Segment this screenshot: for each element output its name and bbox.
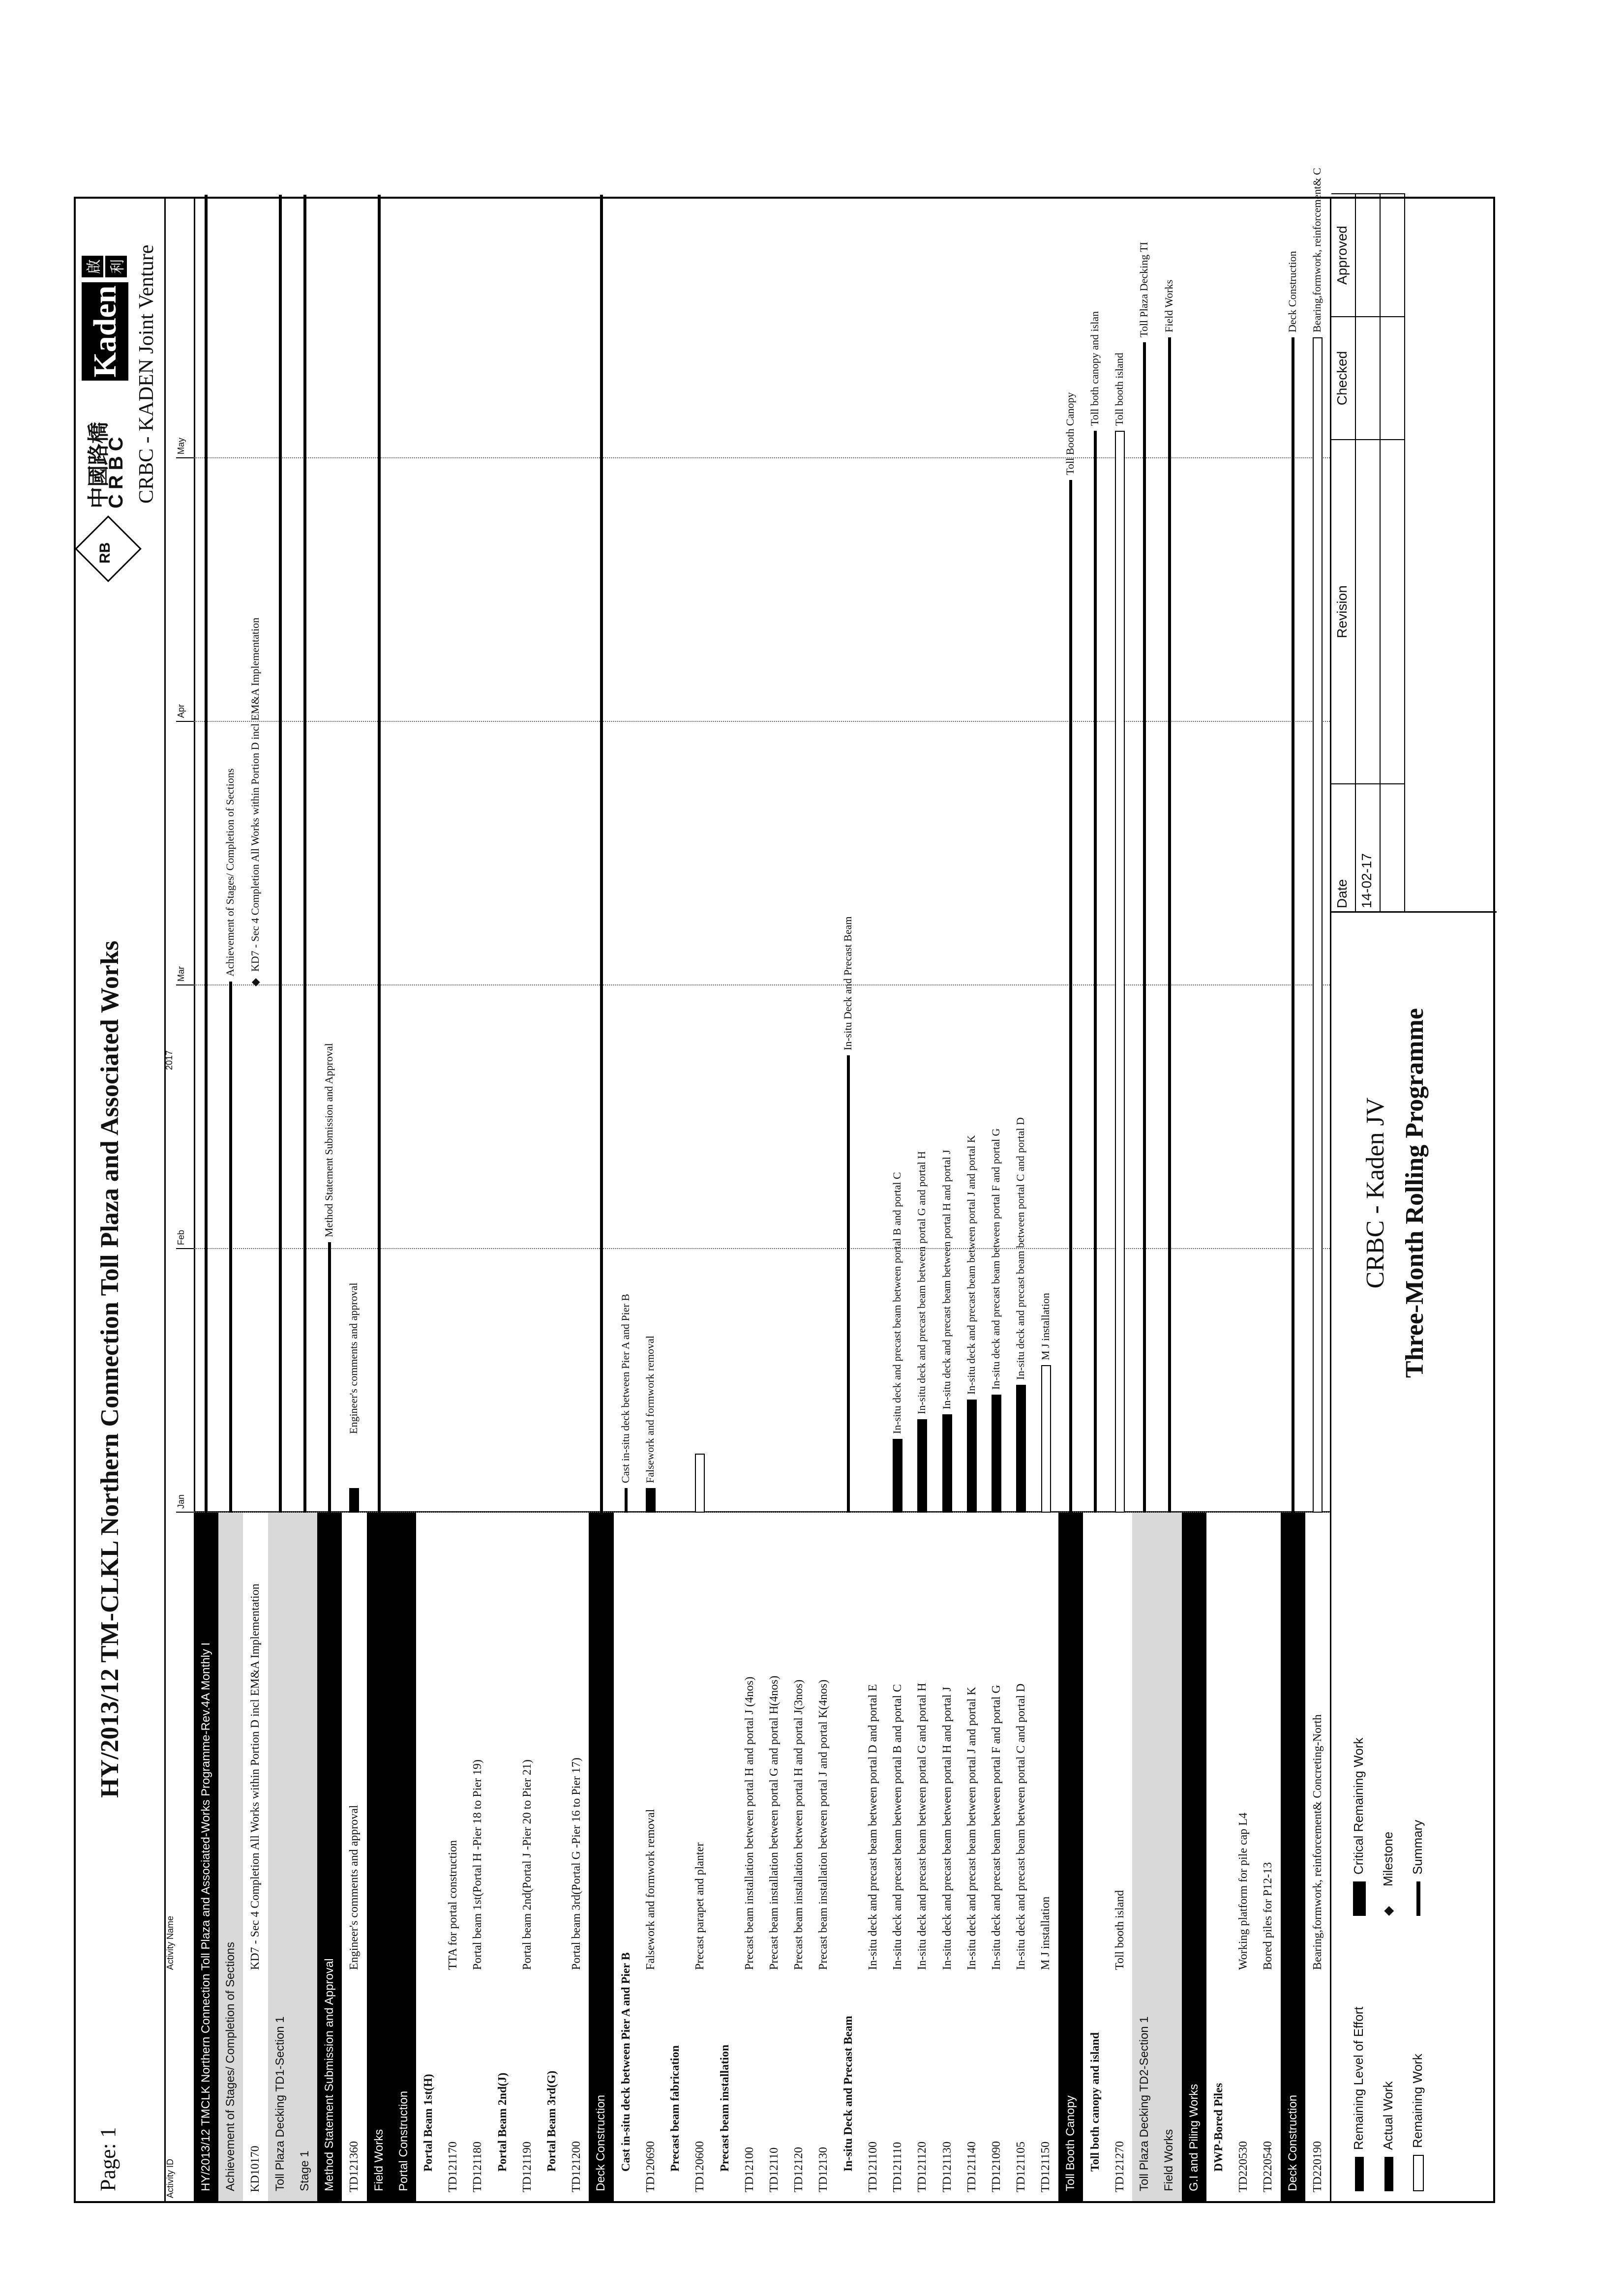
gantt-bar xyxy=(1094,431,1097,1513)
activity-row xyxy=(1033,199,1058,2201)
legend-summary xyxy=(1410,1820,1425,1916)
legend-swatch-critical xyxy=(1353,1881,1366,1916)
activity-name: Stage 1 xyxy=(298,2150,311,2191)
activity-name: Deck Construction xyxy=(1286,2094,1299,2191)
activity-id: TD121170 xyxy=(447,2141,460,2192)
legend-label: Actual Work xyxy=(1381,2081,1395,2150)
activity-row xyxy=(614,199,638,2201)
activity-row xyxy=(540,199,564,2201)
bar-label: M J installation xyxy=(1039,1293,1052,1360)
gantt-bar xyxy=(600,195,603,1513)
activity-name: Portal Beam 3rd(G) xyxy=(545,2070,559,2172)
activity-name: In-situ deck and precast beam between portal F and portal G xyxy=(990,1685,1003,1970)
activity-name: DWP-Bored Piles xyxy=(1212,2083,1225,2172)
gantt-bar xyxy=(1069,480,1072,1513)
activity-name: Toll both canopy and island xyxy=(1088,2032,1102,2172)
activity-row xyxy=(861,199,885,2201)
activity-row xyxy=(1157,1513,1181,2201)
activity-id: KD10170 xyxy=(249,2146,262,2192)
document-title: HY/2013/12 TM-CLKL Northern Connection Toll Plaza and Associated Works xyxy=(96,940,124,1798)
revision-header: Revision xyxy=(1331,439,1356,783)
activity-id: TD12100 xyxy=(743,2147,756,2192)
approved-cell xyxy=(1381,193,1405,316)
activity-name: KD7 - Sec 4 Completion All Works within Portion D incl EM&A Implementation xyxy=(249,1583,262,1970)
checked-header: Checked xyxy=(1331,316,1356,439)
activity-row xyxy=(367,1513,391,2201)
activity-row xyxy=(638,199,663,2201)
legend-remaining-effort xyxy=(1351,2007,1366,2191)
activity-name: Precast beam installation xyxy=(718,2044,731,2172)
legend-label: Remaining Level of Effort xyxy=(1351,2006,1366,2150)
programme-title: Three-Month Rolling Programme xyxy=(1401,1008,1429,1378)
activity-name: Toll Plaza Decking TD2-Section 1 xyxy=(1138,2016,1151,2191)
activity-id: TD121120 xyxy=(916,2141,929,2192)
date-header: Date xyxy=(1331,783,1356,911)
activity-name: M J installation xyxy=(1039,1896,1053,1970)
bar-label: Cast in-situ deck between Pier A and Pier B xyxy=(619,1294,632,1483)
activity-name: In-situ deck and precast beam between portal B and portal C xyxy=(891,1684,904,1970)
activity-name: Cast in-situ deck between Pier A and Pier B xyxy=(619,1952,632,2172)
bar-label: Toll booth island xyxy=(1113,353,1126,426)
activity-name: Precast beam installation between portal H and portal J(3nos) xyxy=(792,1679,806,1970)
activity-row xyxy=(663,199,688,2201)
activity-name: Portal Beam 2nd(J) xyxy=(496,2072,509,2172)
activity-id: TD12130 xyxy=(817,2147,830,2192)
gantt-bar xyxy=(893,1439,902,1513)
bar-label: Field Works xyxy=(1162,279,1175,332)
gantt-bar xyxy=(349,1488,359,1513)
month-header xyxy=(176,195,194,1513)
activity-row xyxy=(293,1513,317,2201)
activity-id: TD120600 xyxy=(693,2141,707,2192)
activity-id: TD121180 xyxy=(471,2141,484,2192)
activity-row xyxy=(589,1513,613,2201)
activity-id: TD220190 xyxy=(1311,2141,1324,2192)
joint-venture-name: CRBC - KADEN Joint Venture xyxy=(135,244,158,504)
activity-id: TD120690 xyxy=(644,2141,657,2192)
activity-row xyxy=(1132,1513,1157,2201)
gantt-bar xyxy=(646,1488,656,1513)
gantt-body xyxy=(194,168,1330,2201)
activity-row xyxy=(811,199,836,2201)
gantt-bar xyxy=(1313,337,1323,1513)
activity-row xyxy=(1256,199,1280,2201)
activity-name: In-situ deck and precast beam between portal D and portal E xyxy=(866,1684,879,1970)
activity-name: Bearing,formwork, reinforcement& Concreting-North xyxy=(1311,1714,1324,1970)
gantt-bar xyxy=(992,1395,1001,1513)
bar-label: Achievement of Stages/ Completion of Sections xyxy=(224,768,237,977)
gantt-bar xyxy=(625,1488,628,1513)
activity-name: In-situ deck and precast beam between portal H and portal J xyxy=(940,1687,954,1970)
revision-cell xyxy=(1381,439,1405,783)
activity-name: Field Works xyxy=(372,2129,386,2191)
activity-name: Falsework and formwork removal xyxy=(644,1809,657,1970)
gantt-page xyxy=(74,168,1495,2203)
milestone-diamond-icon: ◆ xyxy=(1381,1906,1395,1916)
activity-name: Deck Construction xyxy=(594,2094,608,2191)
activity-id-header: Activity ID xyxy=(165,2158,175,2198)
gantt-bar xyxy=(378,195,381,1513)
activity-id: TD121110 xyxy=(891,2142,904,2192)
date-cell xyxy=(1381,783,1405,911)
gantt-bar xyxy=(967,1400,977,1513)
legend-label: Milestone xyxy=(1381,1831,1395,1886)
activity-name: G.I and Piling Works xyxy=(1187,2084,1201,2191)
activity-name: Working platform for pile cap L4 xyxy=(1237,1813,1250,1970)
logo-crbc: CRBC xyxy=(105,432,127,508)
activity-name: In-situ deck and precast beam between portal J and portal K xyxy=(965,1687,978,1970)
activity-name: Portal beam 1st(Portal H -Pier 18 to Pier 19) xyxy=(471,1759,484,1970)
activity-id: TD121190 xyxy=(520,2141,534,2192)
activity-id: TD220540 xyxy=(1262,2141,1275,2192)
logo-box-2: 利 xyxy=(105,256,127,277)
bar-label: In-situ deck and precast beam between portal G and portal H xyxy=(915,1151,928,1414)
bar-label: Deck Construction xyxy=(1286,251,1298,332)
logo-rb-text: RB xyxy=(97,542,113,564)
gantt-bar xyxy=(1016,1385,1026,1513)
activity-name: In-situ Deck and Precast Beam xyxy=(842,2016,855,2172)
page-footer xyxy=(1330,199,1497,2201)
legend-label: Summary xyxy=(1410,1819,1425,1875)
activity-name: Precast beam installation between portal H and portal J (4nos) xyxy=(743,1676,756,1970)
gantt-bar xyxy=(328,1242,331,1513)
activity-name: Toll Booth Canopy xyxy=(1063,2095,1077,2191)
logo-box-1: 啟 xyxy=(82,256,103,277)
activity-row xyxy=(737,199,762,2201)
legend-milestone xyxy=(1381,1832,1396,1916)
bar-label: In-situ deck and precast beam between portal B and portal C xyxy=(891,1172,903,1434)
legend-swatch-summary xyxy=(1416,1881,1420,1916)
activity-name: Field Works xyxy=(1162,2129,1176,2191)
gantt-bar xyxy=(229,982,232,1513)
month-feb: Feb xyxy=(176,982,194,1249)
activity-id: TD12110 xyxy=(768,2147,781,2192)
activity-row xyxy=(416,199,441,2201)
activity-name: Bored piles for P12-13 xyxy=(1262,1862,1275,1970)
activity-id: TD121140 xyxy=(965,2141,978,2192)
activity-id: TD121130 xyxy=(940,2141,954,2192)
bar-label: Toll Booth Canopy xyxy=(1063,392,1076,475)
gantt-bar xyxy=(1041,1365,1051,1513)
legend-critical xyxy=(1351,1738,1366,1916)
activity-name-header: Activity Name xyxy=(165,1915,175,1970)
activity-id: TD121270 xyxy=(1113,2141,1127,2192)
logo-kaden: Kaden xyxy=(82,282,128,381)
activity-name: HY/2013/12 TMCLK Northern Connection Toll Plaza and Associated-Works Programme-Rev.4A Monthly I xyxy=(199,1642,212,2191)
activity-name: Toll Plaza Decking TD1-Section 1 xyxy=(273,2016,287,2191)
page-number: Page: 1 xyxy=(96,2127,120,2191)
column-header xyxy=(164,199,195,2201)
activity-row xyxy=(564,199,589,2201)
bar-label: In-situ Deck and Precast Beam xyxy=(841,916,854,1050)
activity-row xyxy=(490,199,515,2201)
activity-name: Achievement of Stages/ Completion of Sections xyxy=(224,1942,238,2191)
activity-id: TD121100 xyxy=(866,2141,879,2192)
gantt-bar xyxy=(847,1055,850,1513)
gantt-bar xyxy=(695,1454,705,1513)
legend-swatch-remaining xyxy=(1413,2155,1424,2191)
activity-name: In-situ deck and precast beam between portal G and portal H xyxy=(916,1683,929,1970)
legend-remaining xyxy=(1410,2054,1425,2191)
approved-header: Approved xyxy=(1331,193,1356,316)
milestone-icon: ◆ xyxy=(248,978,261,986)
gantt-bar xyxy=(917,1419,927,1513)
bar-label: KD7 - Sec 4 Completion All Works within Portion D incl EM&A Implementation xyxy=(248,617,261,972)
activity-name: Portal beam 3rd(Portal G -Pier 16 to Pier 17) xyxy=(570,1758,583,1970)
activity-row xyxy=(762,199,786,2201)
activity-row xyxy=(243,199,268,2201)
activity-id: TD121200 xyxy=(570,2141,583,2192)
activity-name: Portal Beam 1st(H) xyxy=(421,2074,435,2172)
month-mar: Mar xyxy=(176,718,194,985)
activity-row xyxy=(713,199,737,2201)
logo-chinese-name: 中國路橋 xyxy=(86,422,111,508)
activity-id: TD121150 xyxy=(1039,2141,1053,2192)
activity-name: Toll booth island xyxy=(1113,1890,1127,1970)
activity-name: Precast beam installation between portal J and portal K(4nos) xyxy=(817,1679,830,1970)
company-logo xyxy=(80,218,161,572)
bar-label: Engineer's comments and approval xyxy=(347,1282,360,1434)
legend-label: Remaining Work xyxy=(1410,2054,1425,2148)
bar-label: Toll Plaza Decking TI xyxy=(1138,241,1150,337)
activity-name: Engineer's comments and approval xyxy=(348,1805,361,1970)
revision-table xyxy=(1331,193,1497,913)
checked-cell xyxy=(1381,316,1405,439)
activity-name: Precast parapet and planter xyxy=(693,1842,707,1970)
activity-name: In-situ deck and precast beam between portal C and portal D xyxy=(1015,1683,1028,1970)
activity-id: TD220530 xyxy=(1237,2141,1250,2192)
bar-label: In-situ deck and precast beam between portal H and portal J xyxy=(940,1150,953,1409)
date-value: 14-02-17 xyxy=(1356,783,1381,911)
bar-label: Falsework and formwork removal xyxy=(644,1336,657,1483)
legend-actual xyxy=(1381,2081,1396,2191)
gantt-bar xyxy=(279,195,282,1513)
activity-row xyxy=(1182,1513,1206,2201)
printed-sheet xyxy=(74,168,1495,2203)
activity-id: TD121090 xyxy=(990,2141,1003,2192)
year-header: 2017 xyxy=(164,1050,174,1070)
gantt-bar xyxy=(1168,337,1171,1513)
page-header xyxy=(76,199,166,2201)
gantt-bar xyxy=(1292,337,1294,1513)
activity-row xyxy=(1206,199,1231,2201)
checked-cell xyxy=(1356,316,1381,439)
activity-name: Portal Construction xyxy=(396,2090,410,2191)
legend-swatch-actual xyxy=(1384,2157,1393,2191)
bar-label: Method Statement Submission and Approval xyxy=(323,1043,335,1237)
activity-id: TD121105 xyxy=(1015,2141,1028,2192)
gantt-bar xyxy=(303,195,306,1513)
activity-row xyxy=(194,1513,218,2201)
activity-row xyxy=(465,199,490,2201)
activity-row xyxy=(342,199,366,2201)
gantt-bar xyxy=(1143,342,1146,1513)
activity-row xyxy=(391,1513,416,2201)
gantt-bar xyxy=(1115,431,1125,1513)
activity-id: TD12120 xyxy=(792,2147,806,2192)
bar-label: In-situ deck and precast beam between portal J and portal K xyxy=(964,1135,977,1395)
activity-row xyxy=(441,199,465,2201)
activity-name: Method Statement Submission and Approval xyxy=(323,1958,336,2191)
activity-id: TD121360 xyxy=(348,2141,361,2192)
revision-cell xyxy=(1356,439,1381,783)
activity-name: TTA for portal construction xyxy=(447,1840,460,1970)
company-name: CRBC - Kaden JV xyxy=(1361,1097,1389,1289)
bar-label: In-situ deck and precast beam between portal F and portal G xyxy=(990,1128,1002,1390)
activity-row xyxy=(1058,1513,1083,2201)
activity-row xyxy=(268,1513,293,2201)
activity-row xyxy=(688,199,712,2201)
approved-cell xyxy=(1356,193,1381,316)
legend-swatch-effort xyxy=(1355,2157,1364,2191)
activity-row xyxy=(218,1513,243,2201)
activity-name: Portal beam 2nd(Portal J -Pier 20 to Pier 21) xyxy=(520,1759,534,1970)
legend-label: Critical Remaining Work xyxy=(1351,1737,1366,1875)
gantt-bar xyxy=(205,195,208,1513)
activity-row xyxy=(515,199,540,2201)
activity-name: Precast beam fabrication xyxy=(669,2045,682,2172)
bar-label: In-situ deck and precast beam between portal C and portal D xyxy=(1014,1117,1027,1380)
month-may: May xyxy=(176,191,194,458)
activity-row xyxy=(1281,1513,1305,2201)
month-jan: Jan xyxy=(176,1245,194,1513)
activity-row xyxy=(786,199,811,2201)
activity-name: Precast beam installation between portal G and portal H(4nos) xyxy=(768,1675,781,1970)
bar-label: Bearing,formwork, reinforcement& C xyxy=(1310,168,1323,332)
activity-row xyxy=(1231,199,1256,2201)
gantt-bar xyxy=(942,1414,952,1513)
activity-row xyxy=(317,1513,342,2201)
month-apr: Apr xyxy=(176,454,194,722)
bar-label: Toll both canopy and islan xyxy=(1088,311,1101,426)
